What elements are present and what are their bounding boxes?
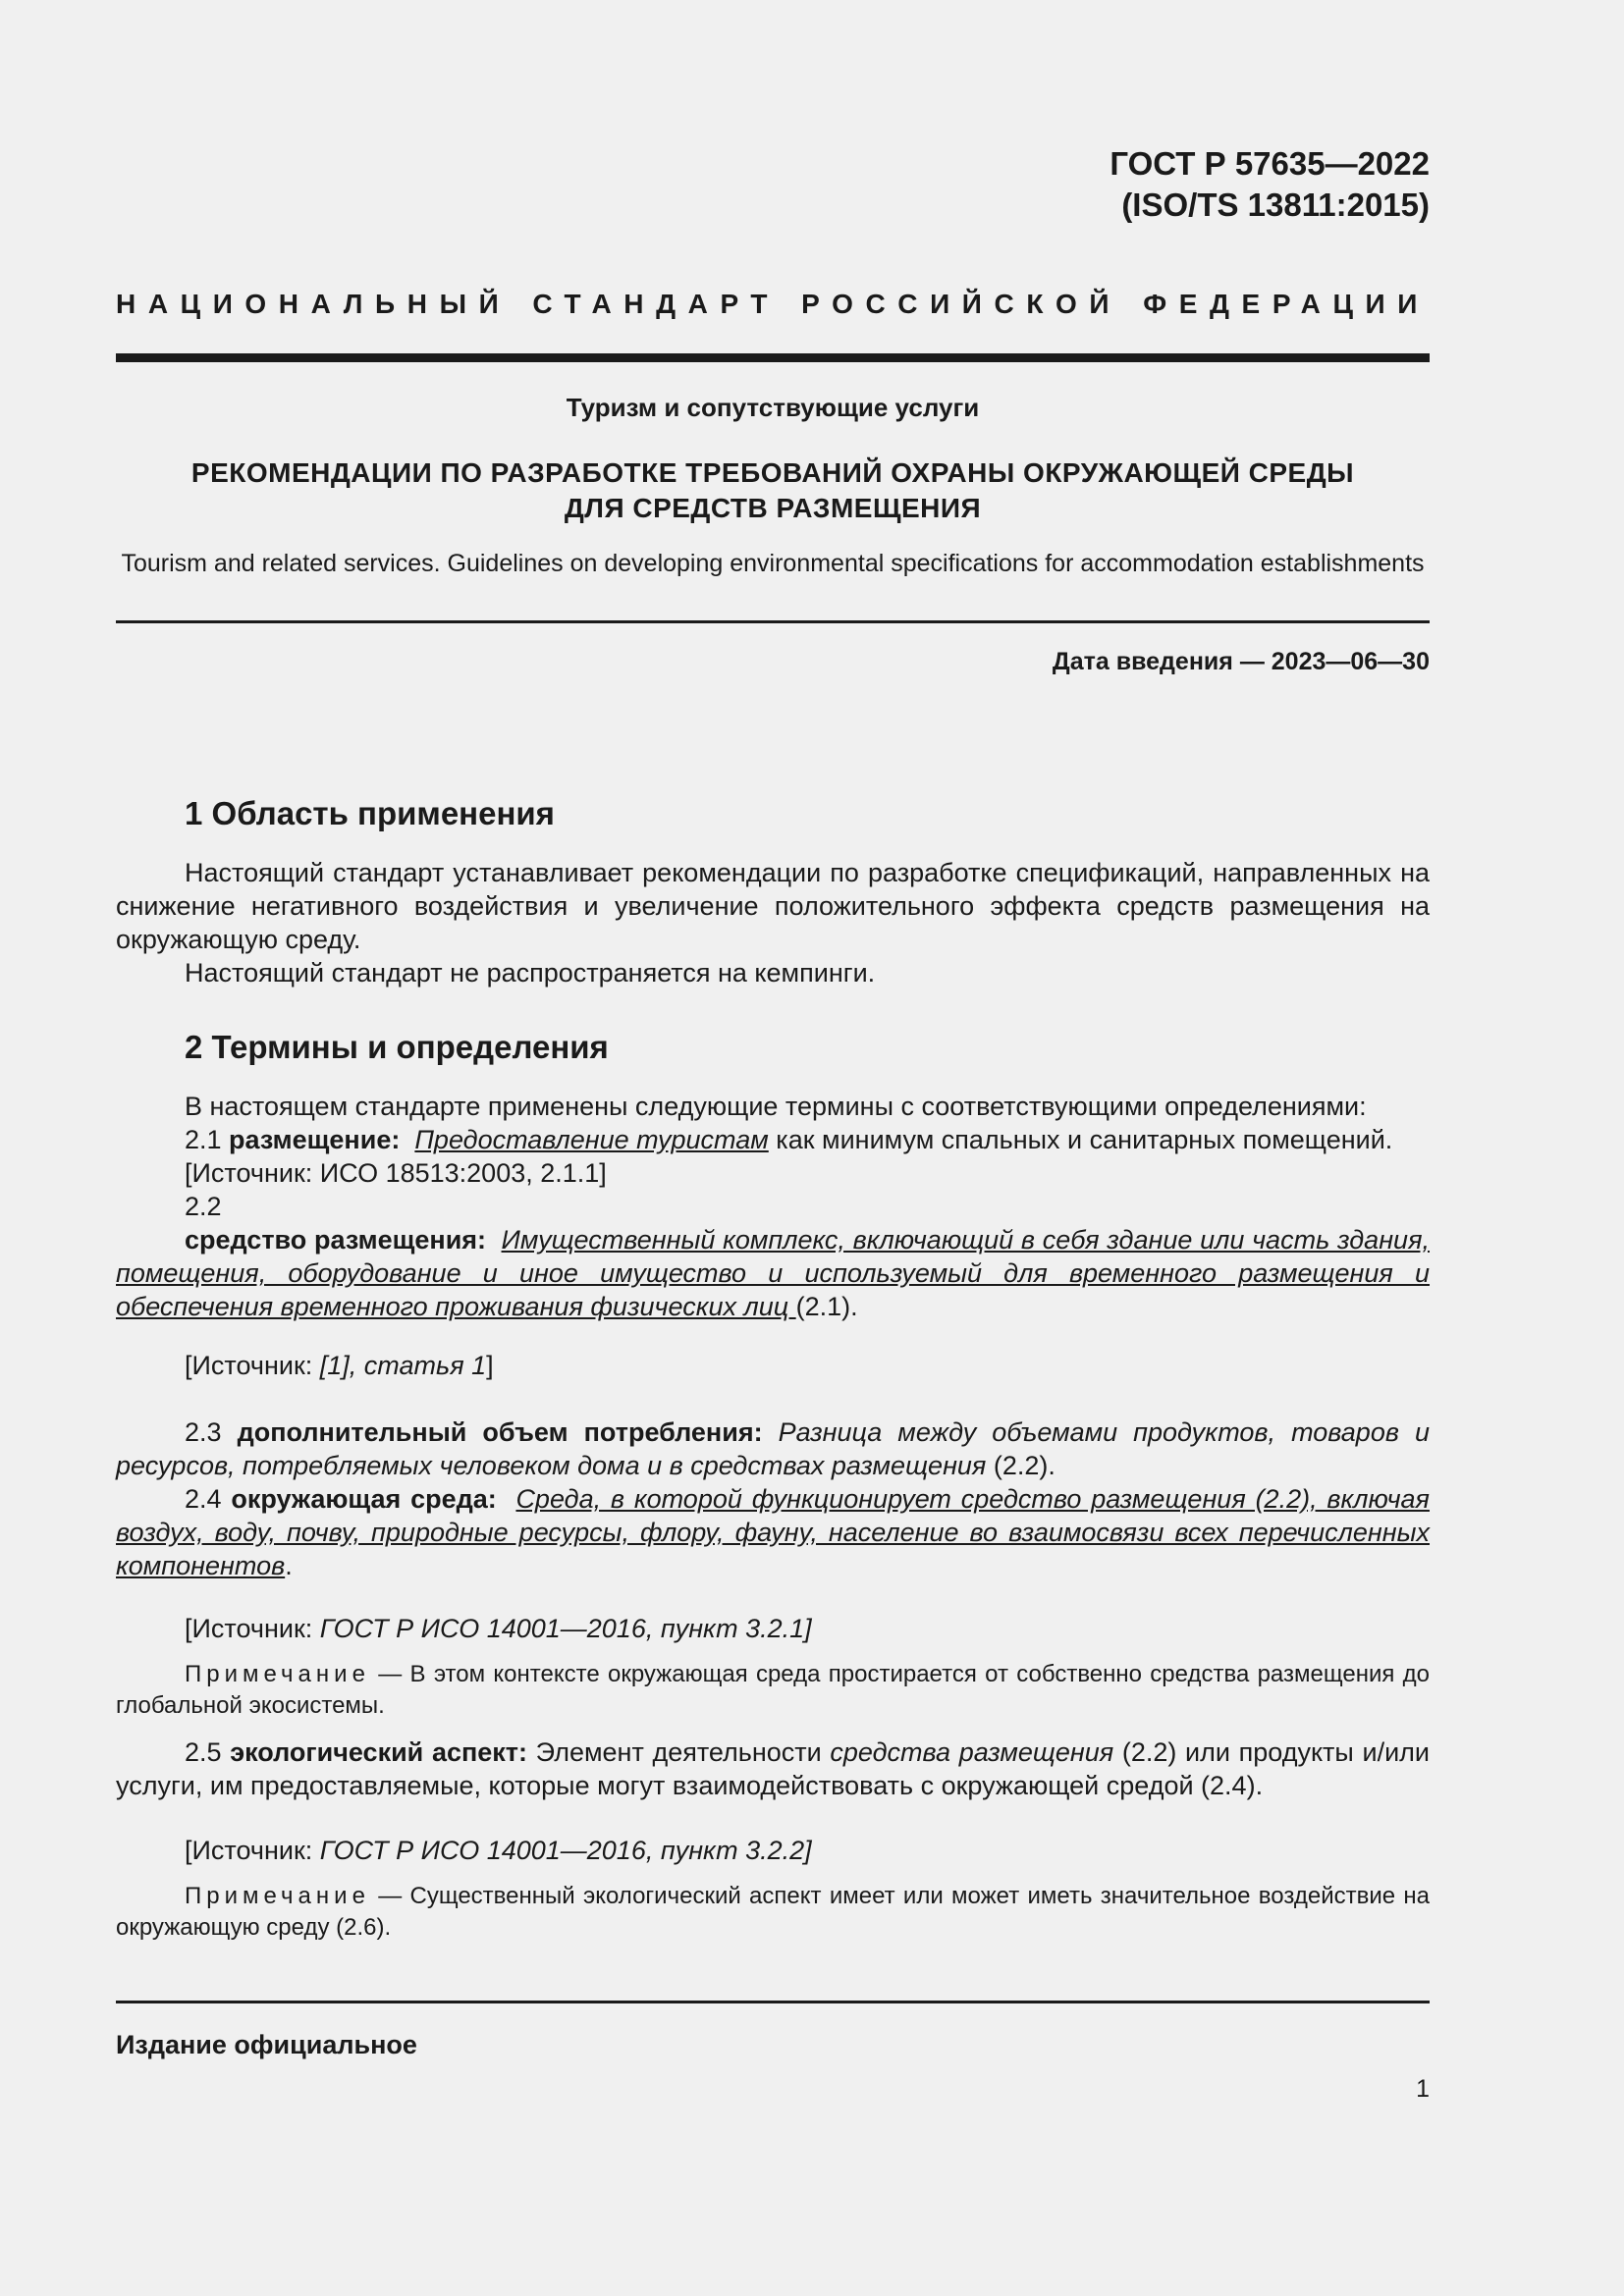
term-2-2 [116,1223,1430,1323]
footer-rule [116,2001,1430,2003]
term-2-5-term: экологический аспект: [230,1737,528,1767]
term-2-4-source-ref: ГОСТ Р ИСО 14001—2016, пункт 3.2.1] [319,1614,812,1643]
header-thick-rule [116,353,1430,362]
section-1-para-2: Настоящий стандарт не распространяется на кемпинги. [185,958,876,988]
term-2-4-term: окружающая среда: [231,1484,497,1514]
term-2-3-definition: Разница между объемами продуктов, товаров и ресурсов, потребляемых человеком дома и в средствах размещения [116,1417,1430,1480]
section-2-intro: В настоящем стандарте применены следующие термины с соответствующими определениями: [185,1092,1367,1121]
term-2-2-source-suffix: ] [486,1351,494,1380]
term-2-4-number: 2.4 [185,1484,232,1514]
standard-code-line1: ГОСТ Р 57635—2022 [1110,145,1430,182]
term-2-5-note-label: Примечание [185,1883,370,1909]
term-2-5-source [116,1834,1430,1867]
official-edition-label: Издание официальное [116,2030,417,2059]
term-2-2-definition-underlined: Имущественный комплекс, включающий в себя здание или часть здания, помещения, оборудование и иное имущество и используемый для временного размещения и обеспечения временного проживания физических лиц [116,1225,1430,1321]
standard-code-line2: (ISO/TS 13811:2015) [1121,187,1430,223]
term-2-3 [116,1415,1430,1482]
title-ru-line2: ДЛЯ СРЕДСТВ РАЗМЕЩЕНИЯ [564,493,982,523]
term-2-4-note-text: — В этом контексте окружающая среда простирается от собственно средства размещения до глобальной экосистемы. [116,1661,1430,1719]
page-number: 1 [1416,2075,1430,2103]
term-2-2-source-ref: [1], статья 1 [319,1351,487,1380]
document-page [116,0,1430,2296]
title-ru-line1: РЕКОМЕНДАЦИИ ПО РАЗРАБОТКЕ ТРЕБОВАНИЙ ОХРАНЫ ОКРУЖАЮЩЕЙ СРЕДЫ [190,457,1355,488]
term-2-5-number: 2.5 [185,1737,231,1767]
term-2-4-note-label: Примечание [185,1661,370,1687]
national-standard-banner [116,289,1430,320]
term-2-5-definition-b: (2.2) или продукты и/или услуги, им предоставляемые, которые могут взаимодействовать с окружающей средой (2.4). [116,1737,1430,1800]
standard-code [1110,143,1430,226]
national-standard-word: ФЕДЕРАЦИИ [1143,289,1430,319]
document-title-ru [116,455,1430,526]
term-2-5-source-prefix: [Источник: [185,1836,320,1865]
term-2-2-definition-rest: (2.1). [795,1292,858,1321]
term-2-4-definition-underlined: Среда, в которой функционирует средство размещения (2.2), включая воздух, воду, почву, природные ресурсы, флору, фауну, население во взаимосвязи всех перечисленных компонентов [116,1484,1430,1580]
national-standard-word: НАЦИОНАЛЬНЫЙ [116,289,512,319]
term-2-1-definition-underlined: Предоставление туристам [414,1125,769,1154]
term-2-2-number: 2.2 [185,1192,222,1221]
section-1-para-1: Настоящий стандарт устанавливает рекомендации по разработке спецификаций, направленных на снижение негативного воздействия и увеличение положительного эффекта средств размещения на окружающую среду. [116,858,1430,954]
term-2-4-source-prefix: [Источник: [185,1614,320,1643]
term-2-5-note [116,1881,1430,1944]
national-standard-word: СТАНДАРТ [532,289,781,319]
term-2-5 [116,1735,1430,1802]
term-2-1 [116,1123,1430,1156]
document-title-en: Tourism and related services. Guidelines on developing environmental specifications for accommodation establishments [121,550,1425,577]
term-2-5-definition-a: Элемент деятельности [527,1737,831,1767]
term-2-1-number: 2.1 [185,1125,230,1154]
section-1-heading: 1 Область применения [185,795,555,831]
term-2-3-number: 2.3 [185,1417,238,1447]
section-2-heading: 2 Термины и определения [185,1029,609,1065]
term-2-5-note-text: — Существенный экологический аспект имеет или может иметь значительное воздействие на окружающую среду (2.6). [116,1883,1430,1941]
term-2-4-source [116,1612,1430,1645]
introduction-date: Дата введения — 2023—06—30 [1052,648,1430,675]
term-2-5-source-ref: ГОСТ Р ИСО 14001—2016, пункт 3.2.2] [319,1836,812,1865]
document-subtitle: Туризм и сопутствующие услуги [566,393,980,422]
term-2-3-term: дополнительный объем потребления: [237,1417,763,1447]
term-2-2-source [116,1349,1430,1382]
term-2-1-source: [Источник: ИСО 18513:2003, 2.1.1] [185,1158,607,1188]
term-2-2-term: средство размещения: [185,1225,487,1255]
national-standard-word: РОССИЙСКОЙ [801,289,1122,319]
term-2-3-definition-rest: (2.2). [986,1451,1056,1480]
term-2-1-definition-rest: как минимум спальных и санитарных помещений. [768,1125,1393,1154]
term-2-2-source-prefix: [Источник: [185,1351,320,1380]
title-thin-rule [116,620,1430,623]
term-2-4-definition-rest: . [285,1551,293,1580]
term-2-5-definition-italic: средства размещения [830,1737,1114,1767]
term-2-4-note [116,1659,1430,1722]
term-2-4 [116,1482,1430,1582]
term-2-1-term: размещение: [229,1125,401,1154]
